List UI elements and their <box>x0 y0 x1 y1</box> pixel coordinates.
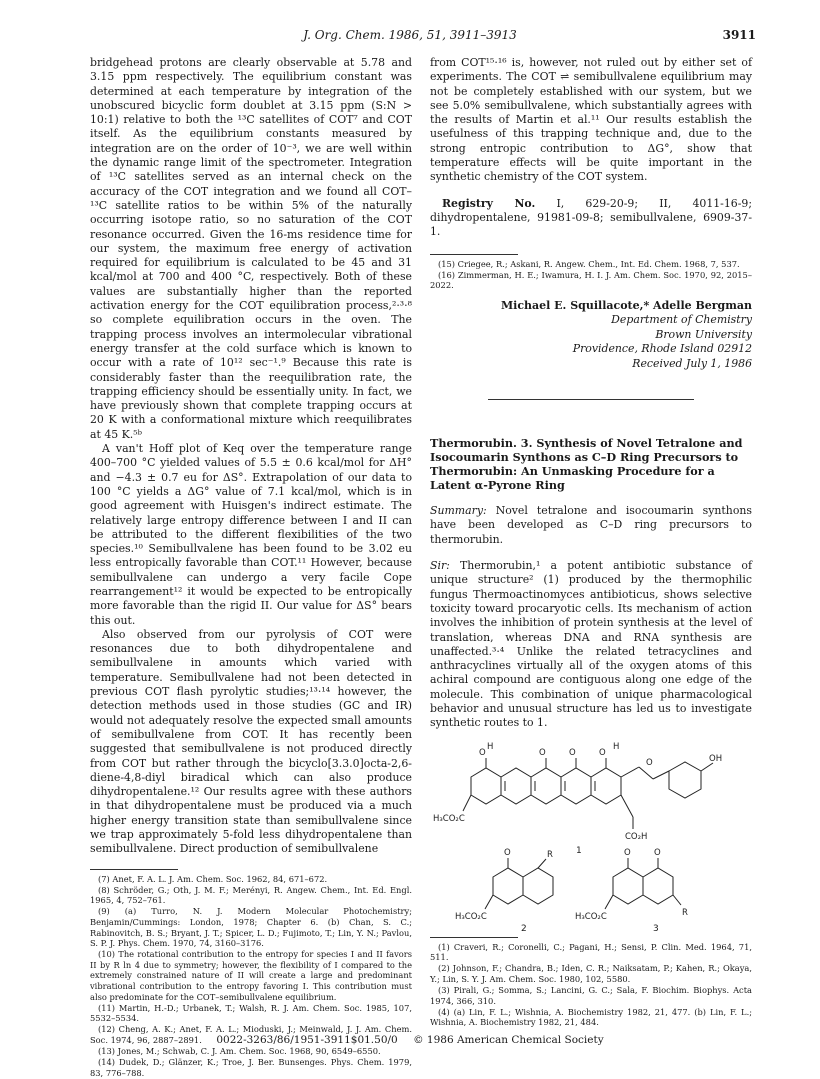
footnote: (9) (a) Turro, N. J. Modern Molecular Photochemistry; Benjamin/Cummings: London, 1978; Chapter 6. (b) Chan, S. C.; Rabinovitch, B. S.; Bryant, J. T.; Spicer, L. D.; Fujimoto, T.; Lin, Y. N.; Pavlou, S. P. J. Phys. Chem. 1970, 74, 3160–3176. <box>90 906 412 949</box>
footnotes <box>430 259 752 291</box>
reference: (4) (a) Lin, F. L.; Wishnia, A. Biochemistry 1982, 21, 477. (b) Lin, F. L.; Wishnia, A. Biochemistry 1982, 21, 484. <box>430 1006 752 1028</box>
footnote: (12) Cheng, A. K.; Anet, F. A. L.; Mioduski, J.; Meinwald, J. J. Am. Chem. Soc. 1974, 96, 2887–2891. <box>90 1024 412 1046</box>
copyright-code: 0022-3263/86/1951-3911$01.50/0 <box>216 1034 398 1046</box>
compound-label: 1 <box>576 845 582 856</box>
sir-paragraph <box>430 559 752 731</box>
compound-label: 3 <box>653 923 659 934</box>
body-paragraph: bridgehead protons are clearly observable at 5.78 and 3.15 ppm respectively. The equilibrium constant was determined at each temperature by integration of the unobscured bicyclic form doublet at 3.15 ppm (S:N > 10:1) relative to both the ¹³C satellites of COT⁷ and COT itself. As the equilibrium constants measured by integration are on the order of 10⁻³, we are well within the dynamic range limit of the spectrometer. Integration of ¹³C satellites served as an internal check on the accuracy of the COT integration and we found all COT–¹³C satellite ratios to be within 5% of the naturally occurring isotope ratio, so no saturation of the COT resonance occurred. Given the 16-ms residence time for our system, the maximum free energy of activation required for equilibrium is calculated to be 45 and 31 kcal/mol at 700 and 400 °C, respectively. Both of these values are substantially higher than the reported activation energy for the COT equilibration process,²·³·⁸ so complete equilibration occurs in the oven. The trapping process involves an intermolecular vibrational energy transfer at the cold surface which is known to occur with a rate of 10¹² sec⁻¹.⁹ Because this rate is considerably faster than the reequilibration rate, the trapping efficiency should be essentially unity. In fact, we have previously shown that complete trapping occurs at 20 K with a conformational mixture which reequilibrates at 45 K.⁵ᵇ <box>90 56 412 441</box>
body-paragraph: from COT¹⁵·¹⁶ is, however, not ruled out by either set of experiments. The COT ⇌ semibullvalene equilibrium may not be completely established with our system, but we see 5.0% semibullvalene, which substantially agrees with the results of Martin et al.¹¹ Our results establish the usefulness of this trapping technique and, due to the strong entropic contribution to ΔG°, show that temperature effects will be quite important in the synthetic chemistry of the COT system. <box>430 56 752 184</box>
affiliation <box>430 313 752 371</box>
footnote: (15) Criegee, R.; Askani, R. Angew. Chem., Int. Ed. Chem. 1968, 7, 537. <box>438 258 740 269</box>
reference: (2) Johnson, F.; Chandra, B.; Iden, C. R.; Naiksatam, P.; Kahen, R.; Okaya, Y.; Lin, S. Y. J. Am. Chem. Soc. 1980, 102, 5580. <box>430 963 752 984</box>
article-divider <box>488 399 694 400</box>
reference: (3) Pirali, G.; Somma, S.; Lancini, G. C.; Sala, F. Biochim. Biophys. Acta 1974, 366, 310. <box>430 984 752 1006</box>
affiliation-line: Department of Chemistry <box>611 313 752 327</box>
author-names: Michael E. Squillacote,* Adelle Bergman <box>500 298 752 312</box>
footnote: (8) Schröder, G.; Oth, J. M. F.; Merényi, R. Angew. Chem., Int. Ed. Engl. 1965, 4, 752–761. <box>90 884 412 906</box>
footnote-rule <box>430 254 518 255</box>
oxygen-label: O <box>539 747 546 758</box>
oxygen-label: O <box>479 747 486 758</box>
footnote: (10) The rotational contribution to the entropy for species I and II favors II by R ln 4 due to symmetry; however, the flexibility of I compared to the extremely constrained nature of II will create a large and predominant vibrational contribution to the entropy favoring I. This contribution must also predominate for the COT–semibullvalene equilibrium. <box>90 949 412 1002</box>
oxygen-label: O <box>624 847 631 858</box>
summary-label: Summary: <box>430 504 487 518</box>
oxygen-label: O <box>599 747 606 758</box>
structure-3-rings <box>605 858 681 909</box>
sir-text: Thermorubin,¹ a potent antibiotic substance of unique structure² (1) produced by the thermophilic fungus Thermoactinomyces antibioticus, shows selective toxicity toward procaryotic cells. Its mechanism of action involves the inhibition of protein synthesis at the level of translation, whereas DNA and RNA synthesis are unaffected.³·⁴ Unlike the related tetracyclines and anthracyclines virtually all of the oxygen atoms of this achiral compound are contiguous along one edge of the molecule. This combination of unique pharmacological behavior and unusual structure has led us to investigate synthetic routes to 1. <box>430 559 752 730</box>
acid-label: CO₂H <box>625 831 648 842</box>
page-footer <box>0 1034 820 1046</box>
right-column <box>430 56 752 1028</box>
ester-label: H₃CO₂C <box>455 911 487 922</box>
oxygen-label: O <box>504 847 511 858</box>
oxygen-label: O <box>569 747 576 758</box>
footnote: (7) Anet, F. A. L. J. Am. Chem. Soc. 1962, 84, 671–672. <box>98 873 328 884</box>
footnote-rule <box>430 937 518 938</box>
oh-label: OH <box>709 753 723 764</box>
h-label: H <box>613 741 620 752</box>
references <box>430 942 752 1028</box>
footnote: (11) Martin, H.-D.; Urbanek, T.; Walsh, R. J. Am. Chem. Soc. 1985, 107, 5532–5534. <box>90 1002 412 1024</box>
copyright-notice: © 1986 American Chemical Society <box>413 1034 604 1046</box>
footnotes <box>90 874 412 1079</box>
registry-text: I, 629-20-9; II, 4011-16-9; dihydropentalene, 91981-09-8; semibullvalene, 6909-37-1. <box>430 196 752 239</box>
reference: (1) Craveri, R.; Coronelli, C.; Pagani, H.; Sensi, P. Clin. Med. 1964, 71, 511. <box>430 941 752 963</box>
registry-numbers <box>430 197 752 240</box>
structure-1-rings <box>463 758 713 829</box>
affiliation-line: Providence, Rhode Island 02912 <box>572 342 752 356</box>
h-label: H <box>487 741 494 752</box>
page-number: 3911 <box>722 28 756 42</box>
sir-label: Sir: <box>430 559 450 573</box>
structure-2-rings <box>485 858 553 909</box>
affiliation-line: Brown University <box>655 327 752 341</box>
oxygen-label: O <box>646 757 653 768</box>
registry-label: Registry No. <box>442 196 536 210</box>
compound-label: 2 <box>521 923 527 934</box>
ester-label: H₃CO₂C <box>575 911 607 922</box>
received-date: Received July 1, 1986 <box>632 356 752 370</box>
footnote-rule <box>90 869 178 870</box>
left-column <box>90 56 412 1079</box>
article-title: Thermorubin. 3. Synthesis of Novel Tetralone and Isocoumarin Synthons as C–D Ring Precursors to Thermorubin: An Unmasking Procedure for a Latent α-Pyrone Ring <box>430 436 743 493</box>
r-label: R <box>547 849 553 860</box>
summary-text: Novel tetralone and isocoumarin synthons have been developed as C–D ring precursors to thermorubin. <box>430 504 752 546</box>
r-label: R <box>682 907 688 918</box>
summary <box>430 504 752 547</box>
footnote: (14) Dudek, D.; Glänzer, K.; Troe, J. Ber. Bunsenges. Phys. Chem. 1979, 83, 776–788. <box>90 1057 412 1078</box>
ester-label: H₃CO₂C <box>433 813 465 824</box>
chemical-structures <box>433 737 741 934</box>
oxygen-label: O <box>654 847 661 858</box>
running-header: J. Org. Chem. 1986, 51, 3911–3913 <box>303 28 517 42</box>
footnote: (16) Zimmerman, H. E.; Iwamura, H. I. J. Am. Chem. Soc. 1970, 92, 2015–2022. <box>430 269 752 291</box>
body-paragraph: A van't Hoff plot of Keq over the temperature range 400–700 °C yielded values of 5.5 ± 0.6 kcal/mol for ΔH° and −4.3 ± 0.7 eu for ΔS°. Extrapolation of our data to 100 °C yields a ΔG° value of 7.1 kcal/mol, which is in good agreement with Huisgen's indirect estimate. The relatively large entropy difference between I and II can be attributed to the different flexibilities of the two species.¹⁰ Semibullvalene has been found to be 3.02 eu less entropically favorable than COT.¹¹ However, because semibullvalene can undergo a very facile Cope rearrangement¹² it would be expected to be entropically more favorable than the rigid II. Our value for ΔS° bears this out. <box>90 442 412 627</box>
footnote: (13) Jones, M.; Schwab, C. J. Am. Chem. Soc. 1968, 90, 6549–6550. <box>98 1046 381 1057</box>
body-paragraph: Also observed from our pyrolysis of COT were resonances due to both dihydropentalene and semibullvalene in amounts which varied with temperature. Semibullvalene had not been detected in previous COT flash pyrolytic studies;¹³·¹⁴ however, the detection methods used in those studies (GC and IR) would not adequately resolve the expected small amounts of semibullvalene from COT. It has recently been suggested that semibullvalene is not produced directly from COT but rather through the bicyclo[3.3.0]octa-2,6-diene-4,8-diyl biradical which can also produce dihydropentalene.¹² Our results agree with these authors in that dihydropentalene must be produced via a much higher energy transition state than semibullvalene since we trap approximately 5-fold less dihydropentalene than semibullvalene. Direct production of semibullvalene <box>90 627 412 856</box>
